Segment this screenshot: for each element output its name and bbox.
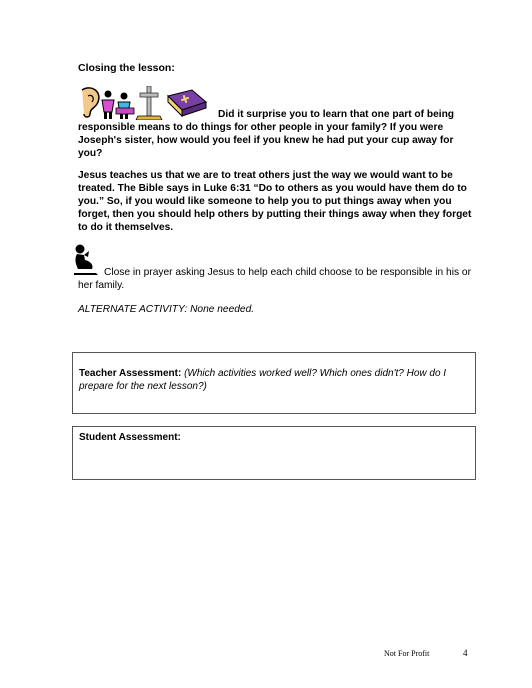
footer-text: Not For Profit [384,649,430,658]
prayer-paragraph [78,266,488,292]
teacher-assessment-box [72,352,476,414]
student-assessment-text [79,431,469,444]
teaching-paragraph: Jesus teaches us that we are to treat others just the way we would want to be treated. The Bible says in Luke 6:31 “Do to others as you would have them do to you.” So, if you would like someone to help you to put things away when you forget, then you should help others by putting their things away when they forget to do it themselves. [78,170,472,233]
alternate-activity: ALTERNATE ACTIVITY: None needed. [78,304,255,315]
section-heading: Closing the lesson: [78,62,175,74]
discussion-paragraph [78,108,478,160]
teacher-assessment-text [79,367,469,393]
discussion-text: Did it surprise you to learn that one part of being responsible means to do things for other people in your family? If you were Joseph's sister, how would you feel if you knew he had put your cup away for you? [78,109,455,159]
student-assessment-label: Student Assessment: [79,432,181,443]
prayer-text: Close in prayer asking Jesus to help each child choose to be responsible in his or her family. [78,267,471,291]
page-number: 4 [463,648,468,658]
teacher-assessment-prompt: (Which activities worked well? Which ones didn't? How do I prepare for the next lesson?) [79,368,447,392]
student-assessment-box [72,426,476,480]
teacher-assessment-label: Teacher Assessment: [79,368,182,379]
